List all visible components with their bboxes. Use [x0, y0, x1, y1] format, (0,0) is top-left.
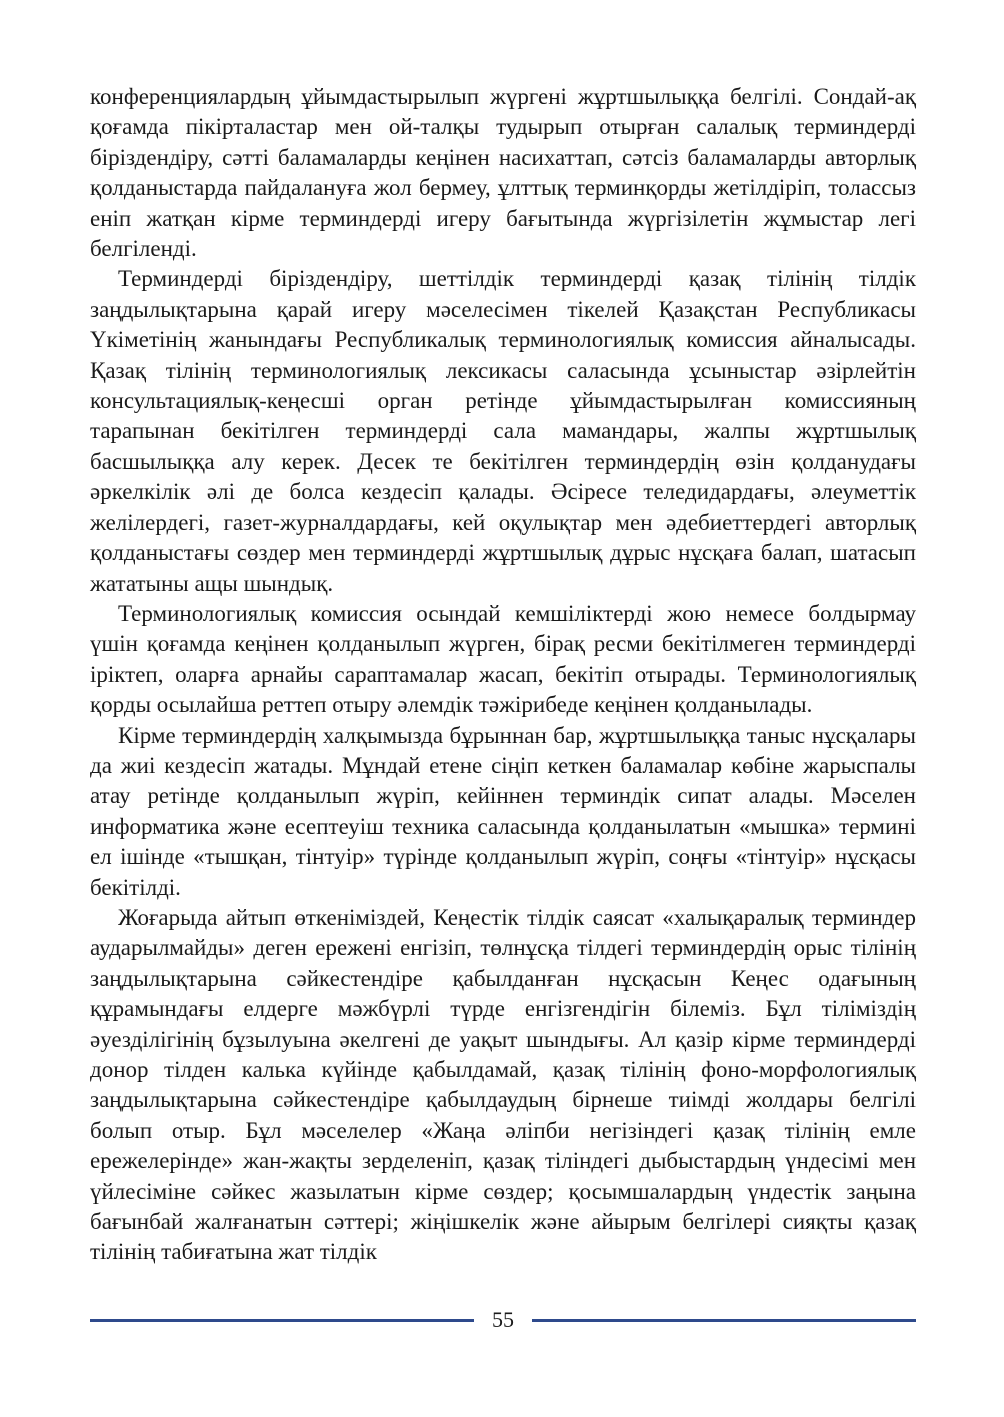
footer-rule-right — [532, 1319, 916, 1322]
paragraph-terminology-unification: Терминдерді біріздендіру, шеттілдік терминдерді қазақ тілінің тілдік заңдылықтарына қарай игеру мәселесімен тікелей Қазақстан Республикасы Үкіметінің жанындағы Республикалық терминологиялық комиссия айналысады. Қазақ тілінің терминологиялық лексикасы саласында ұсыныстар әзірлейтін консультациялық-кеңесші орган ретінде ұйымдастырылған комиссияның тарапынан бекітілген терминдерді сала мамандары, жалпы жұртшылық басшылыққа алу керек. Десек те бекітілген терминдердің өзін қолданудағы әркелкілік әлі де болса кездесіп қалады. Әсіресе теледидардағы, әлеуметтік желілердегі, газет-журналдардағы, кей оқулықтар мен әдебиеттердегі авторлық қолданыстағы сөздер мен терминдерді жұртшылық дұрыс нұсқаға балап, шатасып жататыны ащы шындық. — [90, 266, 916, 596]
paragraph-soviet-policy: Жоғарыда айтып өткеніміздей, Кеңестік тілдік саясат «халықаралық терминдер аударылмайды» деген ережені енгізіп, төлнұсқа тілдегі терминдердің орыс тілінің заңдылықтарына сәйкестендіре қабылданған нұсқасын Кеңес одағының құрамындағы елдерге мәжбүрлі түрде енгізгендігін білеміз. Бұл тіліміздің әуезділігінің бұзылуына әкелгені де уақыт шындығы. Ал қазір кірме терминдерді донор тілден калька күйінде қабылдамай, қазақ тілінің фоно-морфологиялық заңдылықтарына сәйкестендіре қабылдаудың бірнеше тиімді жолдары белгілі болып отыр. Бұл мәселелер «Жаңа әліпби негізіндегі қазақ тілінің емле ережелерінде» жан-жақты зерделеніп, қазақ тіліндегі дыбыстардың үндесімі мен үйлесіміне сәйкес жазылатын кірме сөздер; қосымшалардың үндестік заңына бағынбай жалғанатын сәттері; жіңішкелік және айырым белгілері сияқты қазақ тілінің табиғатына жат тілдік — [90, 904, 916, 1265]
footer-rule-left — [90, 1319, 474, 1322]
paragraph-loan-terms: Кірме терминдердің халқымызда бұрыннан бар, жұртшылыққа таныс нұсқалары да жиі кездесіп жатады. Мұндай етене сіңіп кеткен баламалар көбіне жарыспалы атау ретінде қолданылып жүріп, кейіннен терминдік сипат алады. Мәселен информатика және есептеуіш техника саласында қолданылатын «мышка» термині ел ішінде «тышқан, тінтуір» түрінде қолданылып жүріп, соңғы «тінтуір» нұсқасы бекітілді. — [90, 722, 916, 900]
paragraph-continuation: конференциялардың ұйымдастырылып жүргені жұртшылыққа белгілі. Сондай-ақ қоғамда пікірталастар мен ой-талқы тудырып отырған салалық терминдерді біріздендіру, сәтті баламаларды кеңінен насихаттап, сәтсіз баламаларды авторлық қолданыстарда пайдалануға жол бермеу, ұлттық терминқорды жетілдіріп, толассыз еніп жатқан кірме терминдерді игеру бағытында жүргізілетін жұмыстар легі белгіленді. — [90, 84, 916, 262]
page-body — [90, 82, 916, 1268]
paragraph-terminology-commission: Терминологиялық комиссия осындай кемшіліктерді жою немесе болдырмау үшін қоғамда кеңінен қолданылып жүрген, бірақ ресми бекітілмеген терминдерді іріктеп, оларға арнайы сараптамалар жасап, бекітіп отырады. Терминологиялық қорды осылайша реттеп отыру әлемдік тәжірибеде кеңінен қолданылады. — [90, 600, 916, 718]
page-number: 55 — [492, 1307, 514, 1332]
page-footer — [90, 1306, 916, 1336]
